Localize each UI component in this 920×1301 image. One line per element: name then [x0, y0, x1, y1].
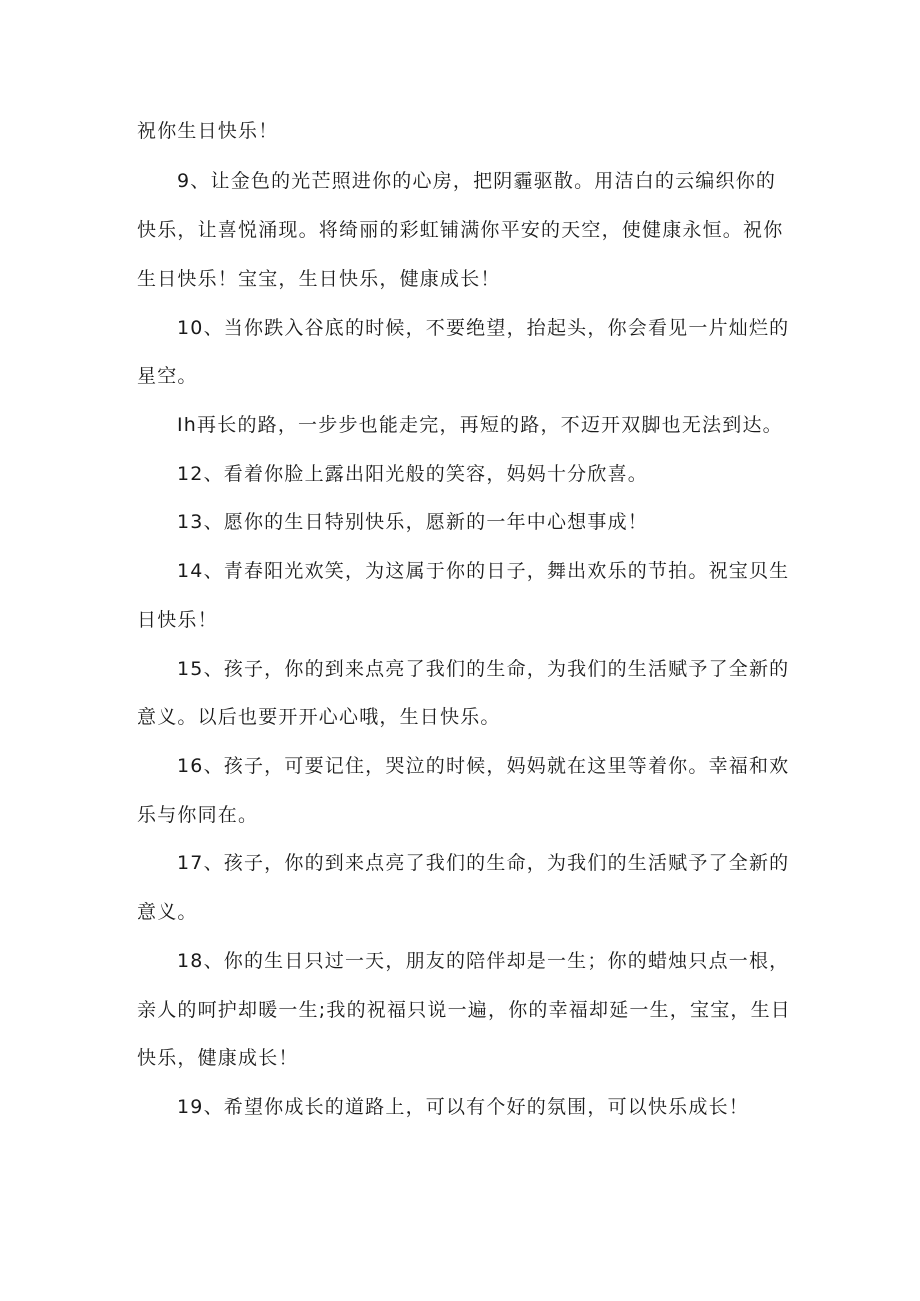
list-item-13: 13、愿你的生日特别快乐，愿新的一年中心想事成！ [177, 511, 648, 533]
list-item-14: 14、青春阳光欢笑，为这属于你的日子，舞出欢乐的节拍。祝宝贝生 [177, 560, 790, 582]
list-item-19: 19、希望你成长的道路上，可以有个好的氛围，可以快乐成长！ [177, 1096, 749, 1118]
list-item-16: 16、孩子，可要记住，哭泣的时候，妈妈就在这里等着你。幸福和欢 [177, 755, 790, 777]
list-item-12: 12、看着你脸上露出阳光般的笑容，妈妈十分欣喜。 [177, 463, 648, 485]
list-item-10: 10、当你跌入谷底的时候，不要绝望，抬起头，你会看见一片灿烂的 [177, 317, 790, 339]
text-line: 乐与你同在。 [137, 804, 259, 826]
text-line: 日快乐！ [137, 609, 218, 631]
list-item-18: 18、你的生日只过一天，朋友的陪伴却是一生；你的蜡烛只点一根， [177, 950, 790, 972]
text-line: 快乐，让喜悦涌现。将绮丽的彩虹铺满你平安的天空，使健康永恒。祝你 [137, 219, 784, 241]
text-line: 亲人的呵护却暖一生;我的祝福只说一遍，你的幸福却延一生，宝宝，生日 [137, 999, 792, 1021]
text-line: 意义。 [137, 901, 198, 923]
list-item-9: 9、让金色的光芒照进你的心房，把阴霾驱散。用洁白的云编织你的 [177, 170, 777, 192]
text-line: 星空。 [137, 365, 198, 387]
text-line: 祝你生日快乐！ [137, 120, 279, 142]
text-line: 意义。以后也要开开心心哦，生日快乐。 [137, 706, 501, 728]
list-item-17: 17、孩子，你的到来点亮了我们的生命，为我们的生活赋予了全新的 [177, 852, 790, 874]
text-line: 生日快乐！宝宝，生日快乐，健康成长！ [137, 268, 501, 290]
list-item-11: Ih再长的路，一步步也能走完，再短的路，不迈开双脚也无法到达。 [177, 414, 783, 436]
text-line: 快乐，健康成长！ [137, 1047, 299, 1069]
list-item-15: 15、孩子，你的到来点亮了我们的生命，为我们的生活赋予了全新的 [177, 658, 790, 680]
